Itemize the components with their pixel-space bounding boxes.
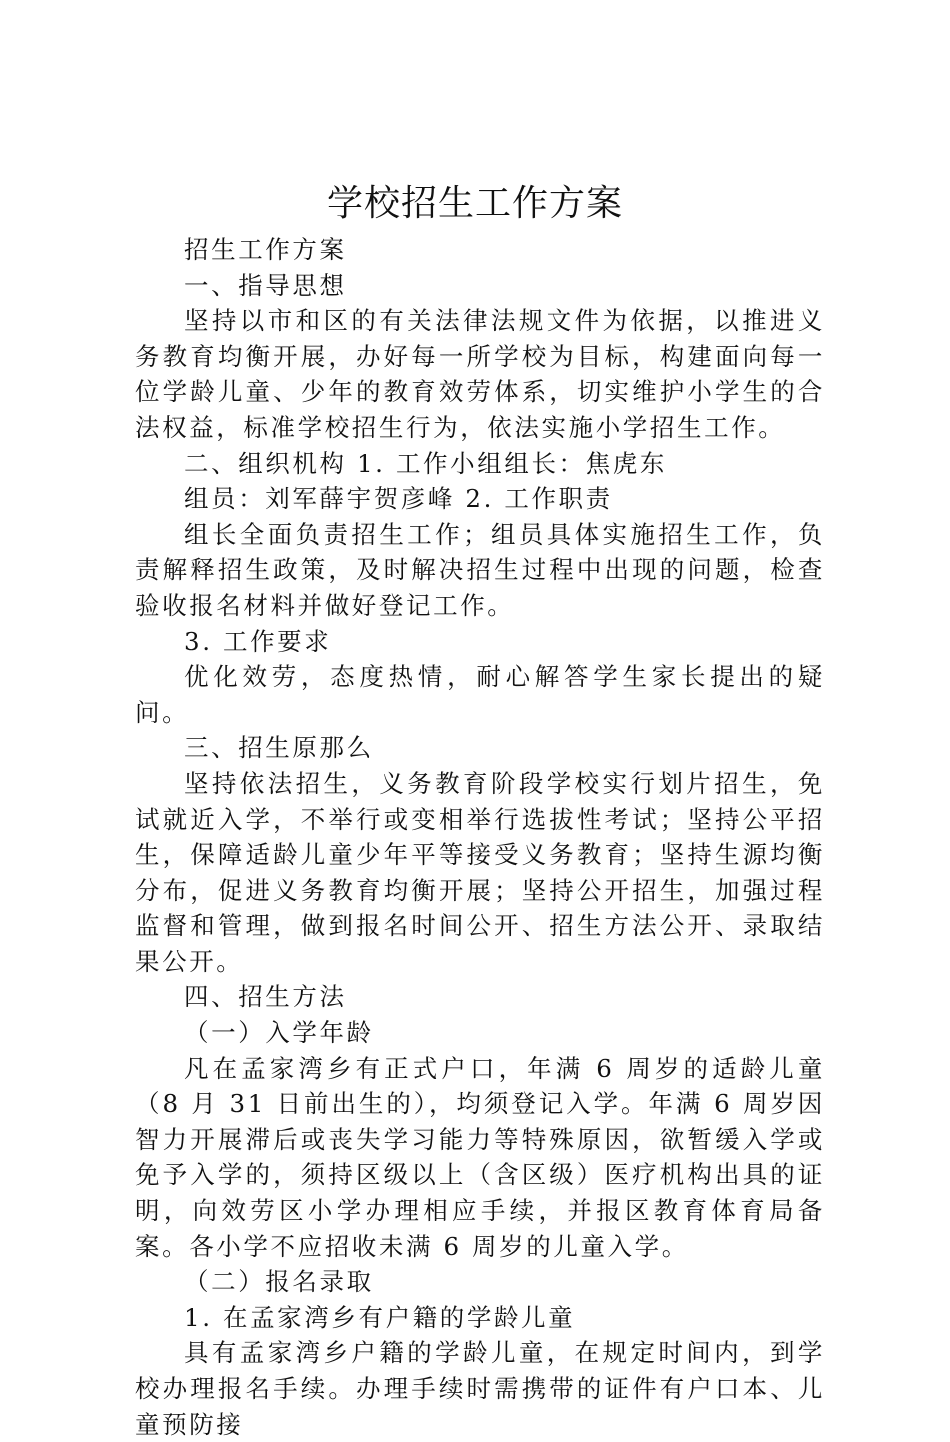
section-heading-organization: 二、组织机构 1. 工作小组组长：焦虎东 (184, 448, 667, 478)
paragraph: 优化效劳，态度热情，耐心解答学生家长提出的疑问。 (135, 662, 825, 727)
document-body (135, 232, 825, 1442)
subsection-heading-registration: （二）报名录取 (184, 1267, 374, 1297)
section-heading-guiding-ideology: 一、指导思想 (184, 270, 347, 300)
paragraph-heading: 招生工作方案 (184, 235, 347, 264)
document-title: 学校招生工作方案 (326, 183, 623, 224)
section-heading-methods: 四、招生方法 (184, 982, 347, 1012)
subsection-heading-local-children: 1. 在孟家湾乡有户籍的学龄儿童 (184, 1302, 576, 1332)
section-heading-principles: 三、招生原那么 (184, 733, 374, 763)
subsection-heading-requirements: 3. 工作要求 (184, 626, 332, 656)
paragraph: 组员：刘军薛宇贺彦峰 2. 工作职责 (184, 484, 613, 514)
paragraph: 组长全面负责招生工作；组员具体实施招生工作，负责解释招生政策，及时解决招生过程中出现的问题，检查验收报名材料并做好登记工作。 (135, 519, 825, 620)
paragraph: 坚持以市和区的有关法律法规文件为依据，以推进义务教育均衡开展，办好每一所学校为目标，构建面向每一位学龄儿童、少年的教育效劳体系，切实维护小学生的合法权益，标准学校招生行为，依法实施小学招生工作。 (135, 306, 825, 442)
paragraph: 凡在孟家湾乡有正式户口，年满 6 周岁的适龄儿童（8 月 31 日前出生的），均须登记入学。年满 6 周岁因智力开展滞后或丧失学习能力等特殊原因，欲暂缓入学或免予入学的，须持区级以上（含区级）医疗机构出具的证明，向效劳区小学办理相应手续，并报区教育体育局备案。各小学不应招收未满 6 周岁的儿童入学。 (135, 1053, 825, 1261)
paragraph: 坚持依法招生，义务教育阶段学校实行划片招生，免试就近入学，不举行或变相举行选拔性考试；坚持公平招生，保障适龄儿童少年平等接受义务教育；坚持生源均衡分布，促进义务教育均衡开展；坚持公开招生，加强过程监督和管理，做到报名时间公开、招生方法公开、录取结果公开。 (135, 768, 825, 976)
paragraph: 具有孟家湾乡户籍的学龄儿童，在规定时间内，到学校办理报名手续。办理手续时需携带的证件有户口本、儿童预防接 (135, 1338, 825, 1439)
subsection-heading-age: （一）入学年龄 (184, 1018, 374, 1048)
